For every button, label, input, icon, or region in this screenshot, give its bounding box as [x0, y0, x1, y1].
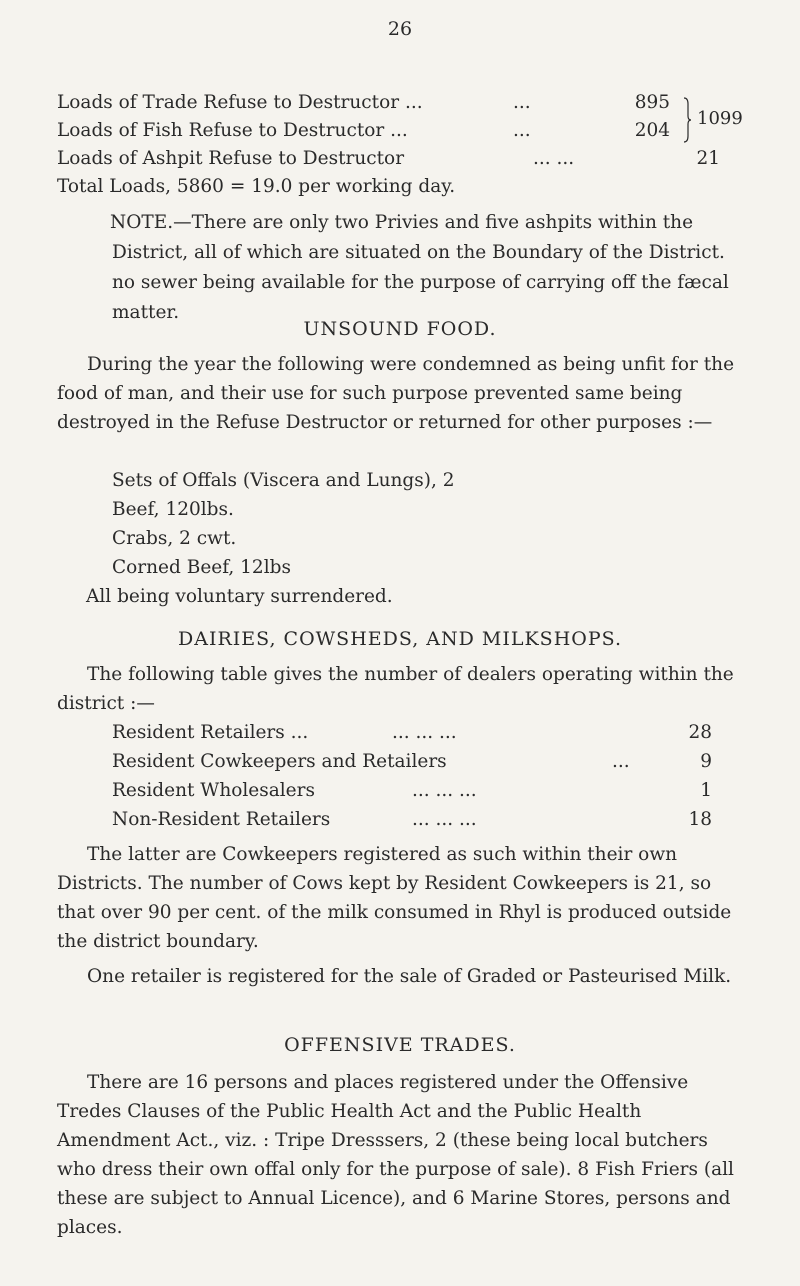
dealer-dots: ... ... ... — [412, 780, 477, 801]
load-value: 895 — [634, 92, 670, 113]
load-value: 21 — [696, 148, 720, 169]
offensive-trades-paragraph: There are 16 persons and places registered under the Offensive Tredes Clauses of the Public Health Act and the Public Health Amendment Act., viz. : Tripe Dresssers, 2 (these being local butchers who dress their own offal only for the purpose of sale). 8 Fish Friers (all these are subject to Annual Licence), and 6 Marine Stores, persons and places. — [57, 1072, 734, 1238]
page-number: 26 — [387, 18, 413, 40]
offensive-trades-heading: OFFENSIVE TRADES. — [284, 1034, 516, 1056]
load-dots: ... — [513, 120, 531, 141]
dealer-count: 1 — [700, 780, 712, 801]
food-item: Beef, 120lbs. — [112, 499, 234, 520]
dairies-intro: The following table gives the number of dealers operating within the district :— — [57, 664, 734, 714]
dealer-label: Resident Cowkeepers and Retailers — [112, 751, 447, 772]
dealer-dots: ... ... ... — [392, 722, 457, 743]
dealer-dots: ... ... ... — [412, 809, 477, 830]
dealer-label: Resident Retailers ... — [112, 722, 309, 743]
food-item: Sets of Offals (Viscera and Lungs), 2 — [112, 470, 455, 491]
brace-total: 1099 — [697, 108, 743, 129]
load-label: Loads of Ashpit Refuse to Destructor — [57, 148, 405, 169]
dairies-paragraph-1: The latter are Cowkeepers registered as such within their own Districts. The number of Cows kept by Resident Cowkeepers is 21, so that over 90 per cent. of the milk consumed in Rhyl is produced outside the district boundary. — [57, 844, 732, 952]
dealer-row — [112, 751, 712, 779]
load-dots: ... ... — [533, 148, 575, 169]
dairies-heading: DAIRIES, COWSHEDS, AND MILKSHOPS. — [177, 628, 623, 650]
food-item: Crabs, 2 cwt. — [112, 528, 237, 549]
unsound-food-intro: During the year the following were condemned as being unfit for the food of man, and their use for such purpose prevented same being destroyed in the Refuse Destructor or returned for other purposes :— — [57, 354, 735, 433]
food-item: Corned Beef, 12lbs — [112, 557, 291, 578]
dealer-label: Non-Resident Retailers — [112, 809, 331, 830]
dealer-row — [112, 809, 712, 837]
load-value: 204 — [634, 120, 670, 141]
dealer-count: 28 — [688, 722, 712, 743]
dealer-dots: ... — [612, 751, 630, 772]
food-footer: All being voluntary surrendered. — [86, 586, 393, 607]
load-row-ashpit — [57, 148, 757, 176]
dealer-count: 18 — [688, 809, 712, 830]
note-paragraph: NOTE.—There are only two Privies and five ashpits within the District, all of which are situated on the Boundary of the District. no sewer being available for the purpose of carrying off the fæcal matter. — [110, 212, 729, 323]
dairies-paragraph-2: One retailer is registered for the sale of Graded or Pasteurised Milk. — [87, 966, 732, 987]
dealer-row — [112, 780, 712, 808]
dealer-label: Resident Wholesalers — [112, 780, 315, 801]
load-dots: ... — [513, 92, 531, 113]
unsound-food-heading: UNSOUND FOOD. — [303, 318, 497, 340]
dealer-row — [112, 722, 712, 750]
dealer-count: 9 — [700, 751, 712, 772]
brace-icon — [682, 96, 692, 144]
load-label: Loads of Fish Refuse to Destructor ... — [57, 120, 408, 141]
total-loads: Total Loads, 5860 = 19.0 per working day. — [57, 176, 456, 197]
load-label: Loads of Trade Refuse to Destructor ... — [57, 92, 423, 113]
